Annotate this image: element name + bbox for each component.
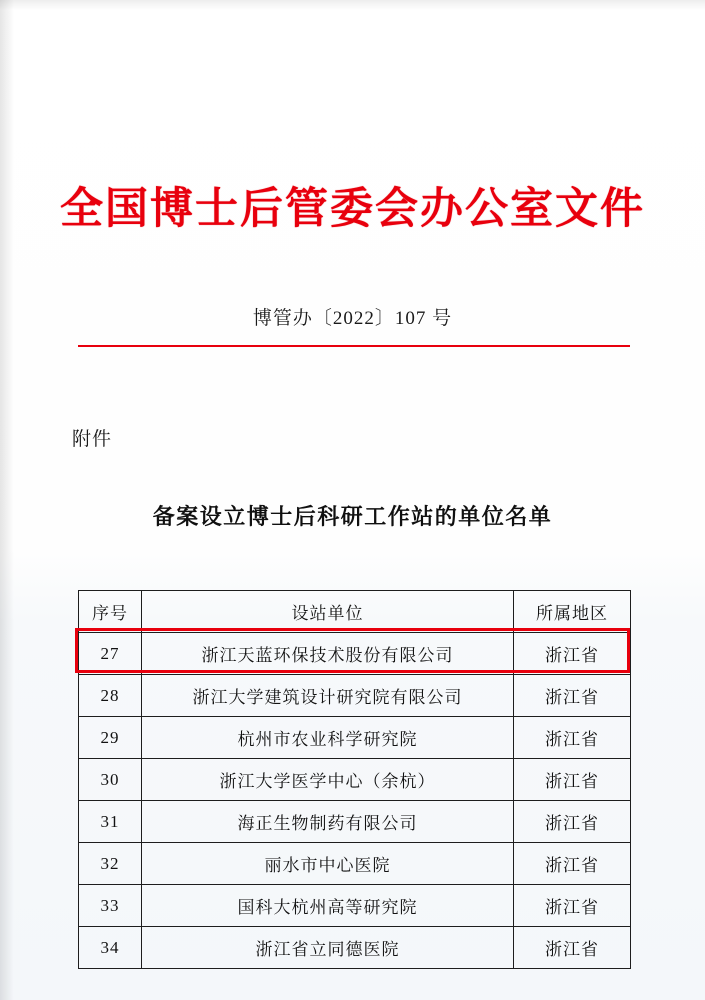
document-number: 博管办〔2022〕107 号 xyxy=(252,308,453,329)
cell-unit: 丽水市中心医院 xyxy=(142,843,514,885)
cell-region: 浙江省 xyxy=(514,885,631,927)
unit-table xyxy=(78,590,631,969)
cell-unit: 海正生物制药有限公司 xyxy=(142,801,514,843)
unit-table-container xyxy=(78,590,627,969)
cell-no: 31 xyxy=(79,801,142,843)
cell-unit: 浙江省立同德医院 xyxy=(142,927,514,969)
cell-no: 34 xyxy=(79,927,142,969)
cell-unit: 浙江天蓝环保技术股份有限公司 xyxy=(142,633,514,675)
page-edge-shadow-top xyxy=(0,0,705,10)
cell-region: 浙江省 xyxy=(514,843,631,885)
table-row xyxy=(79,927,631,969)
list-title: 备案设立博士后科研工作站的单位名单 xyxy=(152,504,553,529)
column-header-region: 所属地区 xyxy=(514,591,631,633)
document-title: 全国博士后管委会办公室文件 xyxy=(60,186,645,233)
cell-region: 浙江省 xyxy=(514,801,631,843)
red-divider-rule xyxy=(78,345,630,347)
cell-region: 浙江省 xyxy=(514,633,631,675)
cell-region: 浙江省 xyxy=(514,759,631,801)
cell-unit: 浙江大学建筑设计研究院有限公司 xyxy=(142,675,514,717)
table-row xyxy=(79,801,631,843)
table-header xyxy=(79,591,631,633)
table-row xyxy=(79,885,631,927)
table-row xyxy=(79,717,631,759)
table-row xyxy=(79,759,631,801)
cell-no: 29 xyxy=(79,717,142,759)
cell-unit: 国科大杭州高等研究院 xyxy=(142,885,514,927)
cell-region: 浙江省 xyxy=(514,927,631,969)
cell-no: 33 xyxy=(79,885,142,927)
cell-region: 浙江省 xyxy=(514,675,631,717)
table-body xyxy=(79,633,631,969)
cell-unit: 杭州市农业科学研究院 xyxy=(142,717,514,759)
cell-no: 27 xyxy=(79,633,142,675)
table-row xyxy=(79,633,631,675)
cell-region: 浙江省 xyxy=(514,717,631,759)
cell-no: 28 xyxy=(79,675,142,717)
column-header-unit: 设站单位 xyxy=(142,591,514,633)
cell-no: 30 xyxy=(79,759,142,801)
table-header-row xyxy=(79,591,631,633)
cell-unit: 浙江大学医学中心（余杭） xyxy=(142,759,514,801)
table-row xyxy=(79,675,631,717)
cell-no: 32 xyxy=(79,843,142,885)
column-header-no: 序号 xyxy=(79,591,142,633)
table-row xyxy=(79,843,631,885)
attachment-label: 附件 xyxy=(72,429,113,450)
